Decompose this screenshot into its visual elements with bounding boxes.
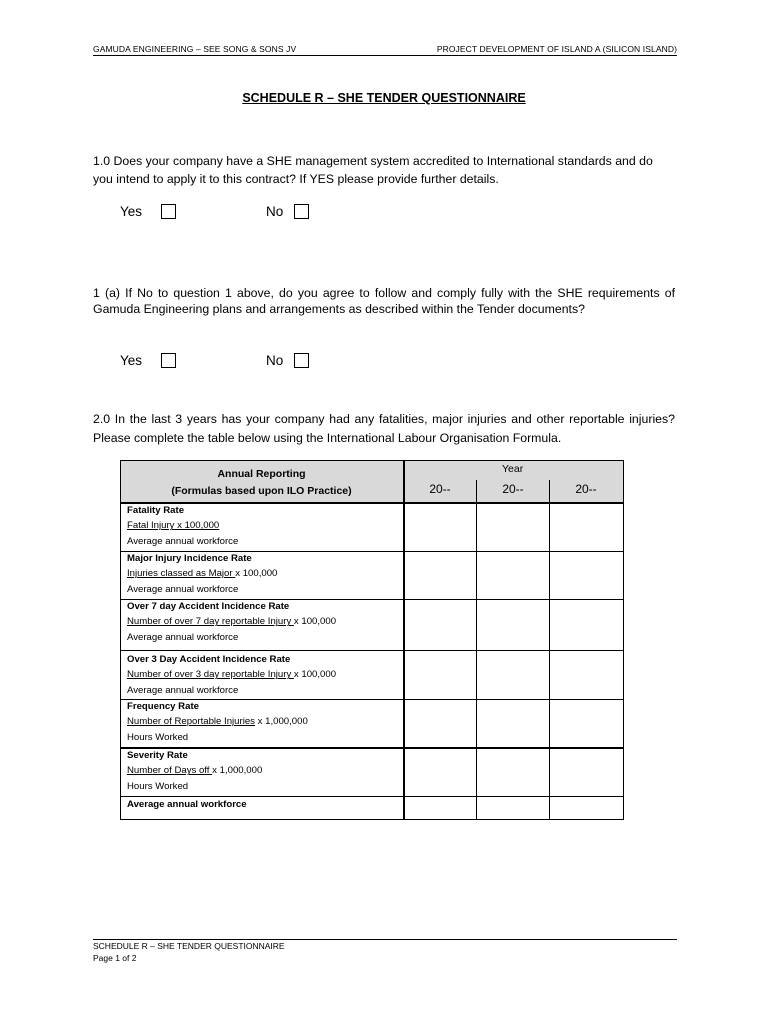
table-header-line1: Annual Reporting — [217, 468, 306, 480]
row-name: Major Injury Incidence Rate — [127, 553, 252, 564]
row-formula: Number of over 3 day reportable Injury — [127, 669, 294, 681]
row-frequency-rate — [127, 699, 308, 745]
row-name: Average annual workforce — [127, 799, 247, 810]
q1-yes-label: Yes — [120, 204, 143, 219]
header-left: GAMUDA ENGINEERING – SEE SONG & SONS JV — [93, 44, 297, 54]
row-formula: Number of over 7 day reportable Injury — [127, 616, 294, 628]
row-over-7-day — [127, 599, 336, 645]
q1-yes-checkbox[interactable] — [161, 204, 176, 219]
row-formula: Fatal Injury x 100,000 — [127, 520, 220, 532]
table-header-label — [120, 466, 403, 500]
row-name: Over 7 day Accident Incidence Rate — [127, 601, 290, 612]
row-formula-multiplier: x 1,000,000 — [254, 716, 308, 728]
row-rule — [120, 650, 624, 651]
row-name: Over 3 Day Accident Incidence Rate — [127, 654, 291, 665]
row-divisor: Average annual workforce — [127, 535, 239, 547]
row-severity-rate — [127, 748, 262, 794]
q1-no-checkbox[interactable] — [294, 204, 309, 219]
row-divisor: Hours Worked — [127, 780, 189, 792]
page-footer — [93, 941, 285, 964]
q1a-yes-label: Yes — [120, 353, 143, 368]
row-over-3-day — [127, 652, 336, 698]
q1a-no-label: No — [266, 353, 284, 368]
page-number: Page 1 of 2 — [93, 952, 137, 963]
row-divisor: Average annual workforce — [127, 684, 239, 696]
row-fatality-rate — [127, 503, 238, 549]
q1a-yes-checkbox[interactable] — [161, 353, 176, 368]
year-2: 20-- — [502, 482, 524, 496]
q1a-no-checkbox[interactable] — [294, 353, 309, 368]
year-1: 20-- — [429, 482, 451, 496]
row-formula-multiplier: x 100,000 — [293, 616, 337, 628]
question-2-text: 2.0 In the last 3 years has your company had any fatalities, major injuries and other reportable injuries? Please complete the table below using the International Labour Organisation Formula. — [93, 412, 675, 445]
row-name: Frequency Rate — [127, 701, 199, 712]
row-formula-multiplier: x 1,000,000 — [212, 765, 263, 777]
question-1a-text: 1 (a) If No to question 1 above, do you agree to follow and comply fully with the SHE requirements of Gamuda Engineering plans and arrangements as described within the Tender documents? — [93, 286, 675, 317]
row-average-workforce — [127, 797, 247, 812]
row-name: Severity Rate — [127, 750, 188, 761]
row-divisor: Average annual workforce — [127, 631, 239, 643]
row-formula: Number of Days off — [127, 765, 213, 777]
question-1-text: 1.0 Does your company have a SHE management system accredited to International standards and do you intend to apply it to this contract? If YES please provide further details. — [93, 154, 653, 186]
row-divisor: Average annual workforce — [127, 583, 239, 595]
row-formula: Injuries classed as Major — [127, 568, 236, 580]
row-divisor: Hours Worked — [127, 731, 189, 743]
year-label: Year — [502, 463, 524, 475]
row-name: Fatality Rate — [127, 505, 185, 516]
row-formula-multiplier: x 100,000 — [293, 669, 337, 681]
table-header-line2: (Formulas based upon ILO Practice) — [171, 485, 352, 497]
header-right: PROJECT DEVELOPMENT OF ISLAND A (SILICON ISLAND) — [436, 44, 677, 54]
q1-no-label: No — [266, 204, 284, 219]
footer-title: SCHEDULE R – SHE TENDER QUESTIONNAIRE — [93, 941, 285, 951]
row-major-injury — [127, 551, 277, 597]
row-formula: Number of Reportable Injuries — [127, 716, 255, 728]
header-rule — [93, 55, 677, 56]
table-divider-label — [403, 460, 405, 820]
year-3: 20-- — [575, 482, 597, 496]
footer-rule — [93, 939, 677, 940]
row-formula-multiplier: x 100,000 — [235, 568, 278, 580]
page-title: SCHEDULE R – SHE TENDER QUESTIONNAIRE — [242, 91, 526, 105]
